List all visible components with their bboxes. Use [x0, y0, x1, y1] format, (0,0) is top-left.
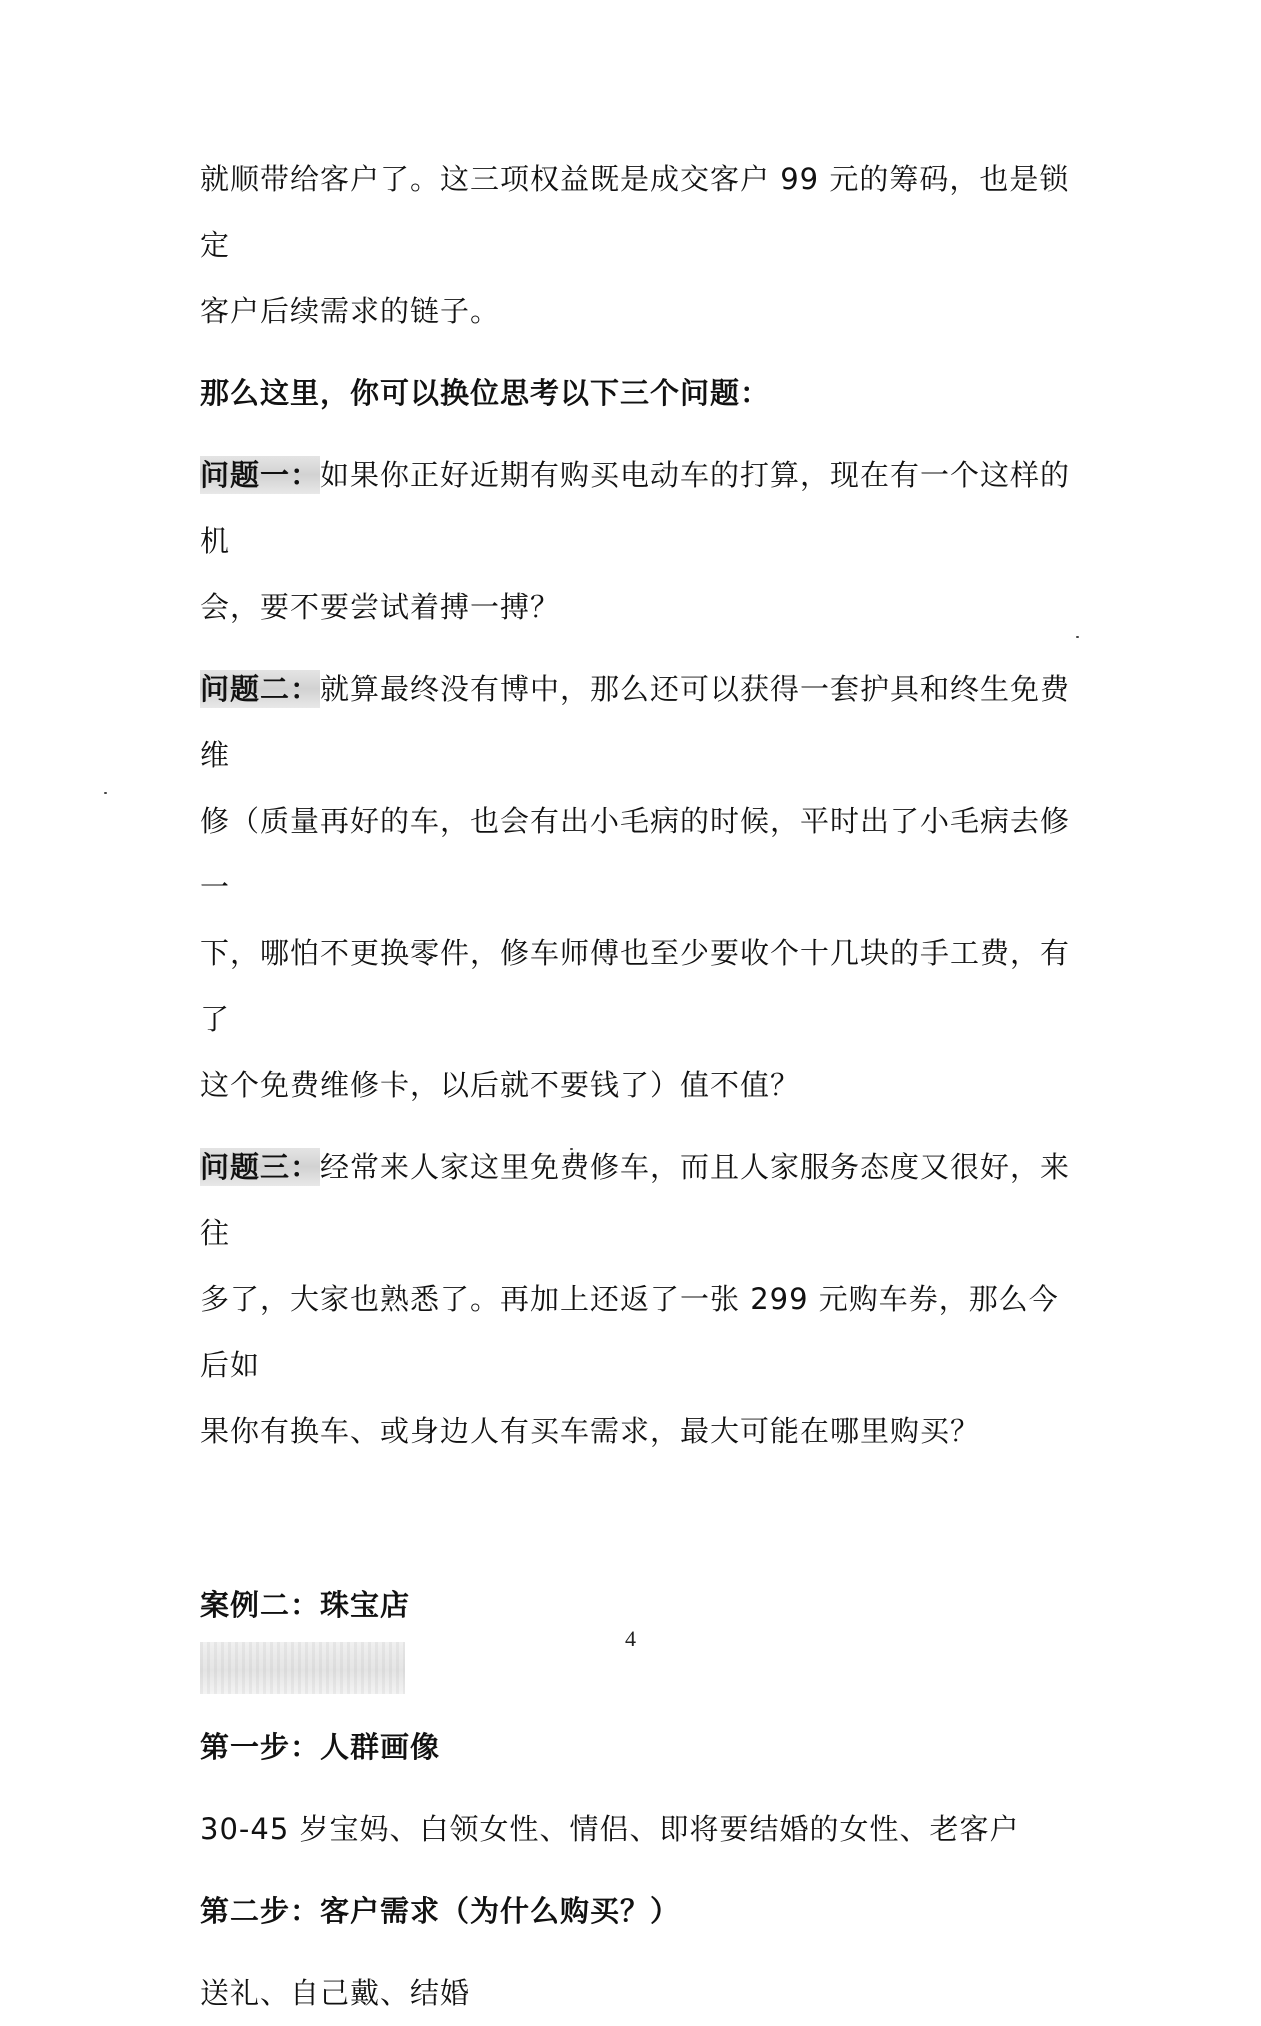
question-one-text-line: 会，要不要尝试着搏一搏？ — [200, 590, 561, 624]
scan-speck — [1076, 636, 1079, 638]
page-content — [200, 146, 1080, 2026]
question-three-label: 问题三： — [200, 1150, 321, 1184]
question-three-text-line: 果你有换车、或身边人有买车需求，最大可能在哪里购买？ — [200, 1414, 981, 1448]
lead-question-heading: 那么这里，你可以换位思考以下三个问题： — [200, 376, 771, 410]
page-number: 4 — [625, 1626, 636, 1651]
scan-speck — [104, 792, 107, 794]
question-two-text: 就算最终没有博中，那么还可以获得一套护具和终生免费维 — [200, 672, 1071, 772]
question-two-text-line: 下，哪怕不更换零件，修车师傅也至少要收个十几块的手工费，有了 — [200, 936, 1071, 1036]
question-two-paragraph — [200, 656, 1080, 788]
case-two-title: 案例二：珠宝店 — [200, 1588, 411, 1622]
question-two-text-line: 这个免费维修卡，以后就不要钱了）值不值？ — [200, 1068, 801, 1102]
question-one-paragraph — [200, 442, 1080, 574]
question-two-label: 问题二： — [200, 672, 321, 706]
step-one-title: 第一步：人群画像 — [200, 1730, 441, 1764]
scan-speck — [570, 1148, 573, 1150]
question-one-label: 问题一： — [200, 458, 321, 492]
question-three-text-line: 多了，大家也熟悉了。再加上还返了一张 299 元购车券，那么今后如 — [200, 1282, 1059, 1382]
step-two-title: 第二步：客户需求（为什么购买？） — [200, 1894, 681, 1928]
intro-paragraph-line: 就顺带给客户了。这三项权益既是成交客户 99 元的筹码，也是锁定 — [200, 162, 1070, 262]
question-one-text: 如果你正好近期有购买电动车的打算，现在有一个这样的机 — [200, 458, 1071, 558]
step-one-body: 30-45 岁宝妈、白领女性、情侣、即将要结婚的女性、老客户 — [200, 1812, 1020, 1846]
intro-paragraph-line: 客户后续需求的链子。 — [200, 294, 501, 328]
step-two-body: 送礼、自己戴、结婚 — [200, 1976, 471, 2010]
question-two-text-line: 修（质量再好的车，也会有出小毛病的时候，平时出了小毛病去修一 — [200, 804, 1071, 904]
question-three-paragraph — [200, 1134, 1080, 1266]
question-three-text: 经常来人家这里免费修车，而且人家服务态度又很好，来往 — [200, 1150, 1071, 1250]
